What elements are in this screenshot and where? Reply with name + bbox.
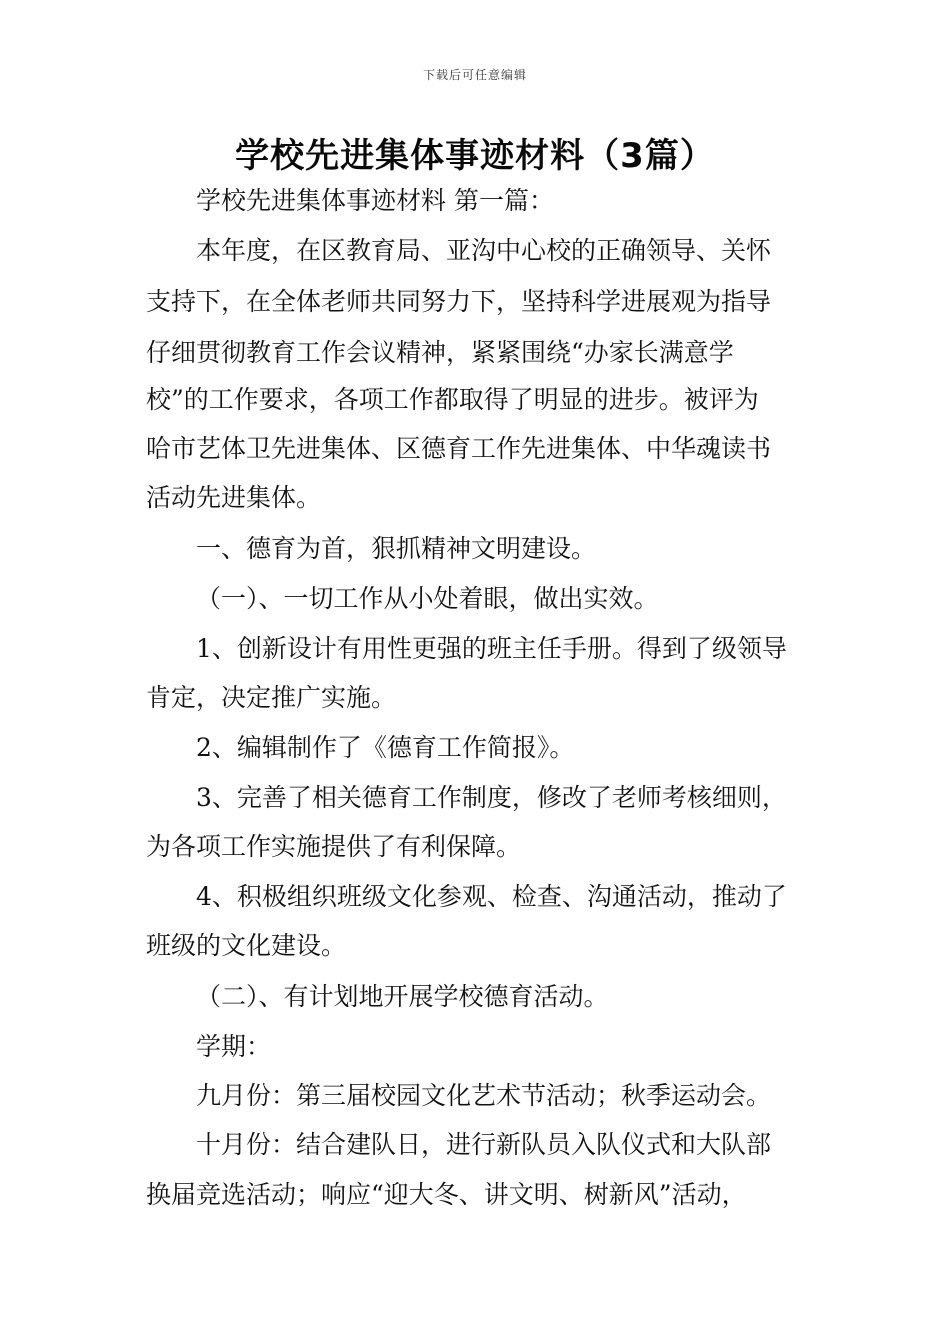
paragraph-line: 哈市艺体卫先进集体、区德育工作先进集体、中华魂读书 <box>146 434 772 463</box>
list-item-line: 肯定，决定推广实施。 <box>146 683 397 712</box>
paragraph-line: 本年度，在区教育局、亚沟中心校的正确领导、关怀 <box>196 236 772 265</box>
list-item-line: 4、积极组织班级文化参观、检查、沟通活动，推动了 <box>196 882 787 911</box>
paragraph-line: 十月份：结合建队日，进行新队员入队仪式和大队部 <box>196 1130 772 1159</box>
list-item-line: 班级的文化建设。 <box>146 931 347 960</box>
subheading-line: （二）、有计划地开展学校德育活动。 <box>196 982 609 1011</box>
list-item-line: 为各项工作实施提供了有利保障。 <box>146 832 522 861</box>
header-note: 下载后可任意编辑 <box>422 68 527 82</box>
paragraph-line: 学期： <box>196 1032 272 1061</box>
paragraph-line: 九月份：第三届校园文化艺术节活动；秋季运动会。 <box>196 1081 772 1110</box>
list-item-line: 1、创新设计有用性更强的班主任手册。得到了级领导 <box>196 634 787 663</box>
document-title: 学校先进集体事迹材料（3篇） <box>235 136 715 176</box>
subheading-line: （一）、一切工作从小处着眼，做出实效。 <box>196 584 659 613</box>
heading-line: 一、德育为首，狠抓精神文明建设。 <box>196 534 597 563</box>
paragraph-line: 活动先进集体。 <box>146 483 322 512</box>
list-item-line: 3、完善了相关德育工作制度，修改了老师考核细则， <box>196 783 787 812</box>
paragraph-line: 校”的工作要求，各项工作都取得了明显的进步。被评为 <box>146 385 759 414</box>
paragraph-line: 支持下，在全体老师共同努力下，坚持科学进展观为指导 <box>146 287 772 316</box>
list-item-line: 2、编辑制作了《德育工作简报》。 <box>196 733 575 762</box>
paragraph-line: 换届竞选活动；响应“迎大冬、讲文明、树新风”活动， <box>146 1180 747 1209</box>
section-heading: 学校先进集体事迹材料 第一篇： <box>196 186 554 215</box>
paragraph-line: 仔细贯彻教育工作会议精神，紧紧围绕“办家长满意学 <box>146 338 734 367</box>
